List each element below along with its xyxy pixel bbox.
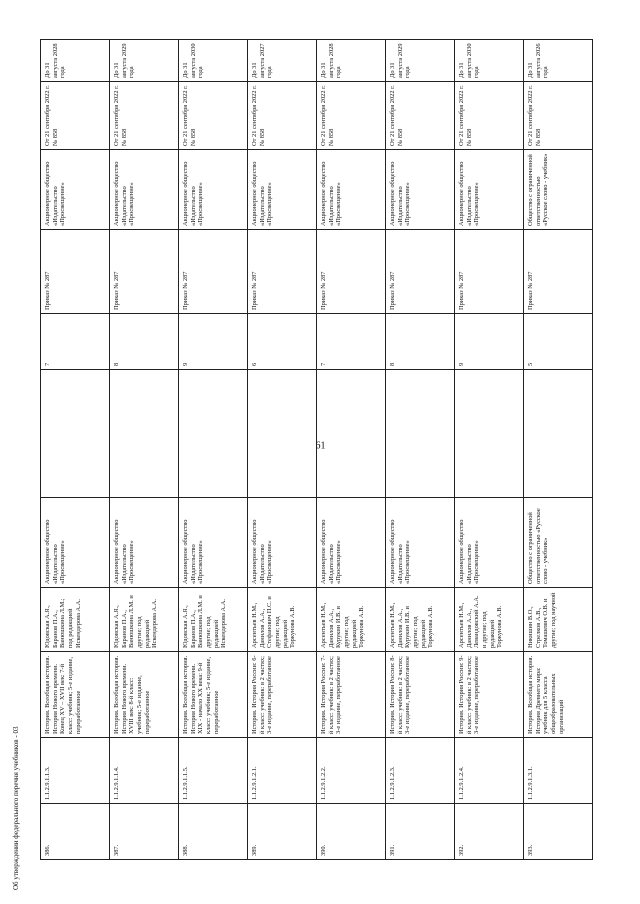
cell-until: До 31 августа 2030 года	[179, 40, 248, 82]
cell-note	[248, 370, 317, 498]
cell-authors: Юдовская А.Я., Баранов П.А., Ванюшкина Л.М. и другие; под редакцией Искендерова А.А.	[179, 588, 248, 652]
cell-code: 1.1.2.9.1.3.1.	[524, 738, 593, 804]
cell-no: 390.	[317, 804, 386, 860]
cell-org: Акционерное общество «Издательство «Просвещение»	[317, 150, 386, 230]
cell-publisher: Акционерное общество «Издательство «Просвещение»	[179, 498, 248, 588]
cell-order: Приказ № 287	[248, 230, 317, 314]
cell-authors: Никишин В.О., Стрелков А.В., Томашевич О.В. и другие; под научной	[524, 588, 593, 652]
cell-grade: 7	[317, 314, 386, 370]
cell-grade: 8	[386, 314, 455, 370]
cell-no: 393.	[524, 804, 593, 860]
cell-from: От 21 сентября 2022 г. № 858	[110, 82, 179, 150]
cell-from: От 21 сентября 2022 г. № 858	[248, 82, 317, 150]
cell-no: 392.	[455, 804, 524, 860]
cell-code: 1.1.2.9.1.2.2.	[317, 738, 386, 804]
cell-title: История. История России: 7-й класс: учебник: в 2 частях; 3-е издание, переработанное	[317, 652, 386, 738]
cell-order: Приказ № 287	[317, 230, 386, 314]
cell-org: Общество с ограниченной ответственностью «Русское слово - учебник»	[524, 150, 593, 230]
table-row	[386, 40, 455, 860]
cell-grade: 8	[110, 314, 179, 370]
cell-org: Акционерное общество «Издательство «Просвещение»	[386, 150, 455, 230]
cell-note	[455, 370, 524, 498]
table-row	[248, 40, 317, 860]
cell-code: 1.1.2.9.1.1.4.	[110, 738, 179, 804]
cell-publisher: Акционерное общество «Издательство «Просвещение»	[455, 498, 524, 588]
cell-note	[110, 370, 179, 498]
cell-grade: 6	[248, 314, 317, 370]
cell-code: 1.1.2.9.1.2.3.	[386, 738, 455, 804]
cell-authors: Арсентьев Н.М., Данилов А.А., Курукин И.В. и другие; под редакцией Торкунова А.В.	[386, 588, 455, 652]
cell-grade: 5	[524, 314, 593, 370]
cell-from: От 21 сентября 2022 г. № 858	[386, 82, 455, 150]
cell-order: Приказ № 287	[524, 230, 593, 314]
page-number-text: 61	[315, 440, 325, 452]
cell-no: 389.	[248, 804, 317, 860]
cell-code: 1.1.2.9.1.2.1.	[248, 738, 317, 804]
cell-until: До 31 августа 2028 года	[41, 40, 110, 82]
cell-grade: 9	[455, 314, 524, 370]
cell-authors: Арсентьев Н.М., Данилов А.А., Стефанович П.С. и другие; под редакцией Торкунова А.В.	[248, 588, 317, 652]
cell-org: Акционерное общество «Издательство «Просвещение»	[110, 150, 179, 230]
cell-from: От 21 сентября 2022 г. № 858	[179, 82, 248, 150]
table-row	[524, 40, 593, 860]
cell-order: Приказ № 287	[386, 230, 455, 314]
table-body	[41, 40, 593, 860]
table-row	[317, 40, 386, 860]
cell-authors: Арсентьев Н.М., Данилов А.А., Левандовский А.А. и другие; под редакцией Торкунова А.В.	[455, 588, 524, 652]
page-footer: Об утверждении федерального перечня учебников - 03	[12, 726, 20, 890]
table-row	[110, 40, 179, 860]
cell-publisher: Акционерное общество «Издательство «Просвещение»	[317, 498, 386, 588]
cell-until: До 31 августа 2030 года	[455, 40, 524, 82]
cell-title: История. Всеобщая история. История Нового времени. XIX - начало XX века: 9-й класс: учебник; 5-е издание, переработанное	[179, 652, 248, 738]
table-row	[41, 40, 110, 860]
cell-publisher: Акционерное общество «Издательство «Просвещение»	[248, 498, 317, 588]
cell-grade: 7	[41, 314, 110, 370]
cell-title: История. История России: 8-й класс: учебник: в 2 частях; 3-е издание, переработанное	[386, 652, 455, 738]
cell-order: Приказ № 287	[41, 230, 110, 314]
cell-no: 391.	[386, 804, 455, 860]
cell-authors: Юдовская А.Я., Баранов П.А., Ванюшкина Л.М.; под редакцией Искендерова А.А.	[41, 588, 110, 652]
cell-org: Акционерное общество «Издательство «Просвещение»	[455, 150, 524, 230]
cell-publisher: Акционерное общество «Издательство «Просвещение»	[110, 498, 179, 588]
cell-code: 1.1.2.9.1.1.3.	[41, 738, 110, 804]
cell-until: До 31 августа 2026 года	[524, 40, 593, 82]
cell-note	[41, 370, 110, 498]
cell-grade: 9	[179, 314, 248, 370]
cell-title: История. История России: 6-й класс: учебник: в 2 частях; 3-е издание, переработанное	[248, 652, 317, 738]
textbook-table	[40, 39, 593, 860]
cell-from: От 21 сентября 2022 г. № 858	[41, 82, 110, 150]
cell-org: Акционерное общество «Издательство «Просвещение»	[179, 150, 248, 230]
cell-code: 1.1.2.9.1.1.5.	[179, 738, 248, 804]
cell-until: До 31 августа 2028 года	[317, 40, 386, 82]
cell-until: До 31 августа 2029 года	[386, 40, 455, 82]
cell-note	[386, 370, 455, 498]
cell-no: 387.	[110, 804, 179, 860]
cell-from: От 21 сентября 2022 г. № 858	[317, 82, 386, 150]
cell-note	[317, 370, 386, 498]
cell-title: История. История России: 9-й класс: учебник: в 2 частях; 3-е издание, переработанное	[455, 652, 524, 738]
cell-publisher: Акционерное общество «Издательство «Просвещение»	[386, 498, 455, 588]
cell-org: Акционерное общество «Издательство «Просвещение»	[248, 150, 317, 230]
cell-from: От 21 сентября 2022 г. № 858	[455, 82, 524, 150]
cell-org: Акционерное общество «Издательство «Просвещение»	[41, 150, 110, 230]
cell-until: До 31 августа 2029 года	[110, 40, 179, 82]
cell-no: 386.	[41, 804, 110, 860]
cell-title: История. Всеобщая история. История Нового времени. XVIII век: 8-й класс: учебник; 5-е издание, переработанное	[110, 652, 179, 738]
cell-title: История. Всеобщая история. История Нового времени. Конец XV – XVII век: 7-й класс: учебник; 5-е издание, переработанное	[41, 652, 110, 738]
table-row	[455, 40, 524, 860]
cell-authors: Арсентьев Н.М., Данилов А.А., Курукин И.В. и другие; под редакцией Торкунова А.В.	[317, 588, 386, 652]
cell-publisher: Акционерное общество «Издательство «Просвещение»	[41, 498, 110, 588]
cell-code: 1.1.2.9.1.2.4.	[455, 738, 524, 804]
cell-note	[524, 370, 593, 498]
cell-from: От 21 сентября 2022 г. № 858	[524, 82, 593, 150]
cell-order: Приказ № 287	[110, 230, 179, 314]
cell-title: История. Всеобщая история. История Древнего мира: учебник для 5 класса общеобразовательных организаций	[524, 652, 593, 738]
cell-order: Приказ № 287	[179, 230, 248, 314]
cell-no: 388.	[179, 804, 248, 860]
table-row	[179, 40, 248, 860]
cell-note	[179, 370, 248, 498]
cell-order: Приказ № 287	[455, 230, 524, 314]
cell-until: До 31 августа 2027 года	[248, 40, 317, 82]
cell-publisher: Общество с ограниченной ответственностью «Русское слово - учебник»	[524, 498, 593, 588]
cell-authors: Юдовская А.Я., Баранов П.А., Ванюшкина Л.М. и другие; под редакцией Искендерова А.А.	[110, 588, 179, 652]
